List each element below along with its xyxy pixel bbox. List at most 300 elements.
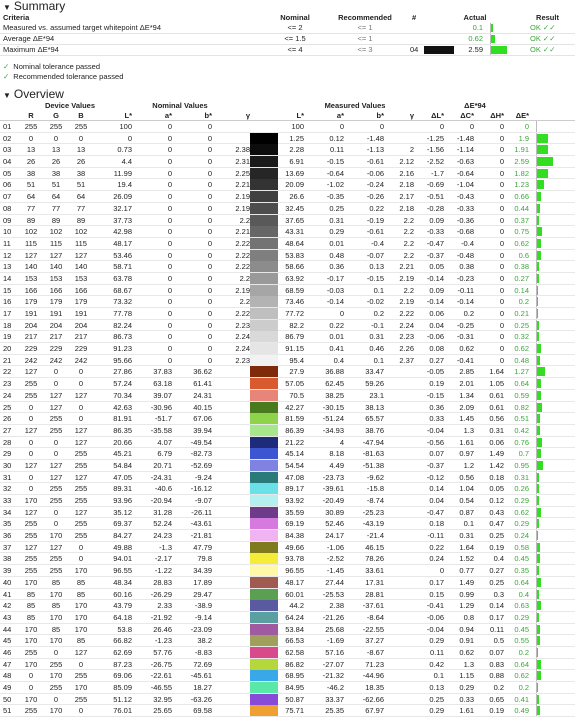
color-swatch xyxy=(250,565,278,576)
cell-nb: 0 xyxy=(207,227,212,237)
color-swatch xyxy=(250,261,278,272)
table-row xyxy=(0,518,575,530)
cell-r: 170 xyxy=(24,577,38,587)
note-text: Nominal tolerance passed xyxy=(13,62,101,71)
color-swatch xyxy=(250,425,278,436)
cell-ml: 73.46 xyxy=(285,297,304,307)
cell-mb: -0.02 xyxy=(366,297,384,307)
cell-mb: 33.47 xyxy=(365,367,384,377)
table-row xyxy=(0,437,575,449)
cell-ml: 100 xyxy=(291,122,304,131)
cell-nb: 0 xyxy=(207,145,212,155)
table-row xyxy=(0,542,575,554)
cell-na: 0 xyxy=(167,262,172,272)
table-row xyxy=(0,215,575,227)
cell-ml: 70.5 xyxy=(289,390,304,400)
cell-mb: 38.76 xyxy=(365,425,384,435)
color-swatch xyxy=(424,46,454,54)
color-swatch xyxy=(250,600,278,611)
cell-g: 229 xyxy=(49,344,63,354)
col-header-ma: a* xyxy=(336,111,344,120)
cell-na: -35.58 xyxy=(150,425,172,435)
cell-mb: 46.15 xyxy=(365,542,384,552)
color-swatch xyxy=(250,448,278,459)
cell-dl: 0.18 xyxy=(429,519,444,529)
cell-ml: 69.19 xyxy=(285,519,304,529)
de-bar xyxy=(537,636,540,645)
cell-r: 64 xyxy=(26,192,36,202)
cell-mb: 65.57 xyxy=(365,414,384,424)
overview-group-header xyxy=(0,101,575,111)
cell-n: 18 xyxy=(3,320,12,330)
cell-n: 24 xyxy=(3,390,12,400)
cell-ma: 0.11 xyxy=(329,145,344,155)
cell-mb: 17.31 xyxy=(365,577,384,587)
cell-dc: 2.01 xyxy=(459,379,474,389)
cell-nl: 66.82 xyxy=(113,636,132,646)
cell-na: 0 xyxy=(167,332,172,342)
cell-ma: 0 xyxy=(339,309,344,318)
cell-dh: 0.5 xyxy=(493,636,504,646)
cell-na: -46.55 xyxy=(150,683,172,692)
cell-dh: 0 xyxy=(499,332,504,342)
de-bar xyxy=(537,145,548,154)
nominal-cell: <= 4 xyxy=(287,45,303,54)
cell-n: 41 xyxy=(3,589,12,599)
cell-ma: -34.93 xyxy=(322,425,344,435)
cell-na: 52.24 xyxy=(153,519,172,529)
cell-dl: -0.47 xyxy=(426,238,444,248)
cell-b: 170 xyxy=(74,612,88,622)
table-row xyxy=(0,402,575,414)
cell-g: 255 xyxy=(49,122,63,131)
cell-n: 28 xyxy=(3,437,12,447)
cell-r: 255 xyxy=(24,647,38,657)
cell-nb: -23.09 xyxy=(190,624,212,634)
de-bar xyxy=(537,251,541,260)
cell-n: 25 xyxy=(3,402,12,412)
cell-nb: 0 xyxy=(207,355,212,365)
cell-mb: 33.61 xyxy=(365,566,384,576)
cell-na: 0 xyxy=(167,227,172,237)
cell-ml: 95.4 xyxy=(289,355,304,365)
cell-dh: 1.64 xyxy=(489,367,504,377)
cell-dl: 0.1 xyxy=(433,671,444,681)
cell-ma: -20.49 xyxy=(322,496,344,505)
cell-r: 127 xyxy=(24,542,38,552)
cell-dc: 1.04 xyxy=(459,484,474,494)
cell-n: 49 xyxy=(3,683,12,692)
cell-de: 1.27 xyxy=(514,367,529,377)
color-swatch xyxy=(250,179,278,190)
de-bar xyxy=(537,531,538,540)
cell-g: 127 xyxy=(49,402,63,412)
cell-ml: 82.2 xyxy=(289,320,304,330)
cell-ma: -21.32 xyxy=(322,671,344,681)
cell-nl: 0.73 xyxy=(117,145,132,155)
cell-ml: 42.27 xyxy=(285,402,304,412)
cell-b: 170 xyxy=(74,566,88,576)
color-swatch xyxy=(250,343,278,354)
cell-r: 51 xyxy=(26,180,36,190)
color-swatch xyxy=(250,507,278,518)
cell-dh: 0 xyxy=(499,168,504,178)
cell-na: 0 xyxy=(167,309,172,318)
cell-b: 153 xyxy=(74,273,88,283)
cell-nb: 24.31 xyxy=(193,390,212,400)
cell-r: 0 xyxy=(28,133,34,143)
cell-na: -26.75 xyxy=(150,659,172,669)
table-row xyxy=(0,285,575,297)
cell-g: 204 xyxy=(49,320,63,330)
de-bar xyxy=(537,286,538,295)
cell-nb: 0 xyxy=(207,238,212,248)
de-bar xyxy=(537,449,541,458)
color-swatch xyxy=(250,285,278,296)
cell-b: 0 xyxy=(78,367,84,377)
cell-na: 0 xyxy=(167,203,172,213)
cell-g: 153 xyxy=(49,273,63,283)
cell-mg: 2.17 xyxy=(399,192,414,202)
actual-cell: 2.59 xyxy=(468,45,483,54)
cell-nb: 61.41 xyxy=(193,379,212,389)
cell-dl: 0.29 xyxy=(429,706,444,716)
cell-de: 0.4 xyxy=(518,589,529,599)
cell-ml: 27.9 xyxy=(289,367,304,377)
summary-section xyxy=(0,0,575,82)
cell-na: -22.61 xyxy=(150,671,172,681)
cell-n: 39 xyxy=(3,566,12,576)
color-swatch xyxy=(250,437,278,448)
cell-g: 191 xyxy=(49,309,63,318)
cell-ml: 47.08 xyxy=(285,472,304,482)
col-header-ml: L* xyxy=(296,111,304,120)
cell-nl: 4.4 xyxy=(121,157,132,167)
table-row xyxy=(0,577,575,589)
table-row xyxy=(0,589,575,601)
color-swatch xyxy=(250,133,278,144)
recommended-cell: <= 3 xyxy=(357,45,373,54)
cell-r: 0 xyxy=(28,437,34,447)
cell-de: 0.21 xyxy=(514,309,529,318)
cell-nb: 0 xyxy=(207,250,212,260)
cell-r: 170 xyxy=(24,694,38,704)
color-swatch xyxy=(250,682,278,693)
cell-nb: 0 xyxy=(207,332,212,342)
color-swatch xyxy=(250,168,278,179)
color-swatch xyxy=(250,366,278,377)
color-swatch xyxy=(250,355,278,366)
cell-de: 0.31 xyxy=(514,472,529,482)
table-row xyxy=(0,507,575,519)
cell-g: 85 xyxy=(51,601,61,611)
cell-dh: 0 xyxy=(499,344,504,354)
cell-dl: -0.05 xyxy=(426,367,444,377)
cell-ml: 84.38 xyxy=(285,531,304,541)
col-header-r: R xyxy=(28,111,34,120)
cell-nl: 93.96 xyxy=(113,496,132,505)
cell-ml: 64.24 xyxy=(285,612,304,622)
cell-r: 170 xyxy=(24,496,38,505)
col-header-dh: ΔH* xyxy=(490,111,504,120)
table-row xyxy=(0,600,575,612)
cell-nl: 35.12 xyxy=(113,507,132,517)
cell-de: 0.37 xyxy=(514,215,529,225)
cell-g: 77 xyxy=(51,203,61,213)
cell-g: 13 xyxy=(51,145,61,155)
cell-dl: -0.14 xyxy=(426,273,444,283)
cell-mb: 37.27 xyxy=(365,636,384,646)
cell-b: 170 xyxy=(74,624,88,634)
cell-g: 127 xyxy=(49,460,63,470)
col-header-mb: b* xyxy=(376,111,384,120)
de-bar xyxy=(537,274,539,283)
cell-dc: -0.23 xyxy=(456,273,474,283)
cell-dc: 1.61 xyxy=(459,706,474,716)
cell-dl: 0.42 xyxy=(429,659,444,669)
cell-n: 19 xyxy=(3,332,12,342)
cell-g: 255 xyxy=(49,566,63,576)
cell-mg: 2.24 xyxy=(399,320,414,330)
color-swatch xyxy=(250,624,278,635)
cell-b: 170 xyxy=(74,601,88,611)
cell-na: 0 xyxy=(167,320,172,330)
cell-dc: -0.4 xyxy=(461,238,474,248)
cell-mb: 38.13 xyxy=(365,402,384,412)
cell-de: 0.62 xyxy=(514,671,529,681)
cell-nb: 0 xyxy=(207,320,212,330)
cell-nl: 60.16 xyxy=(113,589,132,599)
cell-ma: -23.73 xyxy=(322,472,344,482)
de-bar xyxy=(537,216,539,225)
cell-mb: -0.1 xyxy=(371,320,384,330)
collapse-triangle-icon: ▼ xyxy=(3,3,11,12)
cell-dc: -0.41 xyxy=(456,355,474,365)
cell-dc: 0 xyxy=(469,122,474,131)
cell-b: 255 xyxy=(74,484,88,494)
cell-n: 42 xyxy=(3,601,12,611)
cell-ml: 86.82 xyxy=(285,659,304,669)
cell-ng: 2.19 xyxy=(235,285,250,295)
cell-dh: 0.88 xyxy=(489,671,504,681)
cell-r: 170 xyxy=(24,659,38,669)
cell-dh: 1.42 xyxy=(489,460,504,470)
cell-n: 23 xyxy=(3,379,12,389)
cell-ml: 66.53 xyxy=(285,636,304,646)
cell-g: 0 xyxy=(53,694,59,704)
recommended-cell: <= 1 xyxy=(357,34,373,43)
cell-mb: -8.67 xyxy=(366,647,384,657)
cell-ml: 86.79 xyxy=(285,332,304,342)
cell-na: 39.07 xyxy=(153,390,172,400)
cell-dc: 0.2 xyxy=(463,309,474,318)
cell-n: 48 xyxy=(3,671,12,681)
cell-ma: -1.69 xyxy=(326,636,344,646)
cell-ml: 89.17 xyxy=(285,484,304,494)
cell-r: 127 xyxy=(24,507,38,517)
color-swatch xyxy=(250,378,278,389)
cell-mb: 18.35 xyxy=(365,683,384,692)
cell-g: 242 xyxy=(49,355,63,365)
cell-nl: 11.99 xyxy=(113,168,132,178)
cell-de: 0.27 xyxy=(514,273,529,283)
cell-ma: 57.16 xyxy=(325,647,344,657)
cell-r: 179 xyxy=(24,297,38,307)
table-row xyxy=(0,320,575,332)
cell-r: 153 xyxy=(24,273,38,283)
cell-dl: -0.11 xyxy=(427,531,444,541)
cell-de: 0.42 xyxy=(514,425,529,435)
cell-dh: 0.4 xyxy=(493,554,504,564)
cell-b: 255 xyxy=(74,449,88,459)
cell-n: 40 xyxy=(3,577,12,587)
nominal-cell: <= 2 xyxy=(287,23,303,32)
de-bar xyxy=(537,671,541,680)
cell-ml: 35.59 xyxy=(285,507,304,517)
cell-na: 0 xyxy=(167,344,172,354)
summary-toggle[interactable] xyxy=(0,0,575,13)
de-bar xyxy=(537,484,539,493)
cell-ml: 49.66 xyxy=(285,542,304,552)
cell-ma: 33.37 xyxy=(325,694,344,704)
cell-na: -40.6 xyxy=(154,484,172,494)
color-swatch xyxy=(250,413,278,424)
cell-na: 0 xyxy=(167,157,172,167)
cell-ma: -0.17 xyxy=(326,273,344,283)
cell-ma: 62.45 xyxy=(325,379,344,389)
cell-r: 89 xyxy=(26,215,36,225)
actual-bar xyxy=(491,46,507,54)
cell-dh: 0 xyxy=(499,273,504,283)
cell-dl: -0.47 xyxy=(426,507,444,517)
cell-dl: 0.17 xyxy=(429,577,444,587)
cell-ml: 37.65 xyxy=(285,215,304,225)
cell-de: 0.45 xyxy=(514,624,529,634)
cell-dh: 0.19 xyxy=(489,542,504,552)
cell-ma: 0.31 xyxy=(329,215,344,225)
color-swatch xyxy=(250,530,278,541)
cell-dh: 0 xyxy=(499,157,504,167)
cell-nb: 40.15 xyxy=(193,402,212,412)
cell-nb: 0 xyxy=(207,133,212,143)
table-row xyxy=(0,308,575,320)
cell-de: 0.29 xyxy=(514,612,529,622)
cell-de: 0.25 xyxy=(514,320,529,330)
table-row xyxy=(0,156,575,168)
cell-dl: 0.24 xyxy=(429,554,444,564)
cell-b: 85 xyxy=(76,577,86,587)
cell-nb: 34.39 xyxy=(193,566,212,576)
cell-ml: 68.59 xyxy=(285,285,304,295)
cell-dl: 0.36 xyxy=(429,402,444,412)
nominal-cell: <= 1.5 xyxy=(284,34,306,43)
cell-de: 0.55 xyxy=(514,636,529,646)
cell-na: 0 xyxy=(167,285,172,295)
cell-dh: 0.61 xyxy=(489,402,504,412)
cell-g: 255 xyxy=(49,659,63,669)
col-header-b: B xyxy=(78,111,84,120)
cell-na: 20.71 xyxy=(153,460,172,470)
cell-dh: 0 xyxy=(499,262,504,272)
col-header-ng: γ xyxy=(245,111,250,120)
de-bar xyxy=(537,695,539,704)
cell-de: 2.59 xyxy=(514,157,529,167)
cell-mb: -15.8 xyxy=(366,484,384,494)
cell-r: 127 xyxy=(24,367,38,377)
cell-mb: -8.64 xyxy=(366,612,384,622)
actual-bar xyxy=(491,35,495,43)
cell-b: 166 xyxy=(74,285,88,295)
cell-n: 22 xyxy=(3,367,12,377)
cell-r: 0 xyxy=(28,683,34,692)
cell-n: 09 xyxy=(3,215,12,225)
de-bar xyxy=(537,578,541,587)
de-bar xyxy=(537,192,541,201)
cell-dl: -0.04 xyxy=(426,425,444,435)
color-swatch xyxy=(250,542,278,553)
cell-dl: -2.52 xyxy=(426,157,444,167)
de-bar xyxy=(537,321,539,330)
cell-dc: 0.91 xyxy=(459,636,474,646)
cell-ng: 2.23 xyxy=(235,355,250,365)
cell-b: 13 xyxy=(76,145,86,155)
cell-mb: -0.07 xyxy=(366,250,384,260)
cell-ml: 50.87 xyxy=(285,694,304,704)
cell-g: 179 xyxy=(49,297,63,307)
cell-dh: 0 xyxy=(499,215,504,225)
cell-dc: 0.62 xyxy=(459,344,474,354)
cell-n: 35 xyxy=(3,519,12,529)
cell-de: 0.49 xyxy=(514,706,529,716)
cell-ma: 0.22 xyxy=(329,320,344,330)
cell-ma: 8.18 xyxy=(329,449,344,459)
cell-dc: 2.09 xyxy=(459,402,474,412)
cell-dl: 0.09 xyxy=(429,285,444,295)
color-swatch xyxy=(250,670,278,681)
cell-g: 140 xyxy=(49,262,63,272)
cell-ml: 93.92 xyxy=(285,496,304,505)
cell-dh: 0 xyxy=(499,203,504,213)
table-row xyxy=(0,203,575,215)
de-bar xyxy=(537,496,539,505)
cell-nb: 39.94 xyxy=(193,425,212,435)
table-row xyxy=(0,472,575,484)
de-bar xyxy=(537,508,541,517)
cell-nb: -45.61 xyxy=(190,671,212,681)
cell-mb: -0.06 xyxy=(366,168,384,178)
criteria-cell: Maximum ΔE*94 xyxy=(3,45,59,54)
cell-dl: -0.06 xyxy=(426,332,444,342)
cell-r: 0 xyxy=(28,402,34,412)
cell-ng: 2.38 xyxy=(235,145,250,155)
cell-dl: 0.07 xyxy=(429,449,444,459)
table-row xyxy=(0,624,575,636)
cell-ma: 0.29 xyxy=(329,227,344,237)
cell-ml: 54.54 xyxy=(285,460,304,470)
cell-dc: 0.87 xyxy=(459,507,474,517)
cell-g: 0 xyxy=(53,379,59,389)
table-row xyxy=(0,191,575,203)
cell-mb: -0.61 xyxy=(366,157,384,167)
cell-n: 15 xyxy=(3,285,12,295)
cell-b: 127 xyxy=(74,437,88,447)
overview-toggle[interactable] xyxy=(0,88,575,101)
cell-r: 255 xyxy=(24,566,38,576)
cell-dh: 1.05 xyxy=(489,379,504,389)
summary-row xyxy=(0,45,575,56)
table-row xyxy=(0,238,575,250)
cell-nb: -16.12 xyxy=(190,484,212,494)
